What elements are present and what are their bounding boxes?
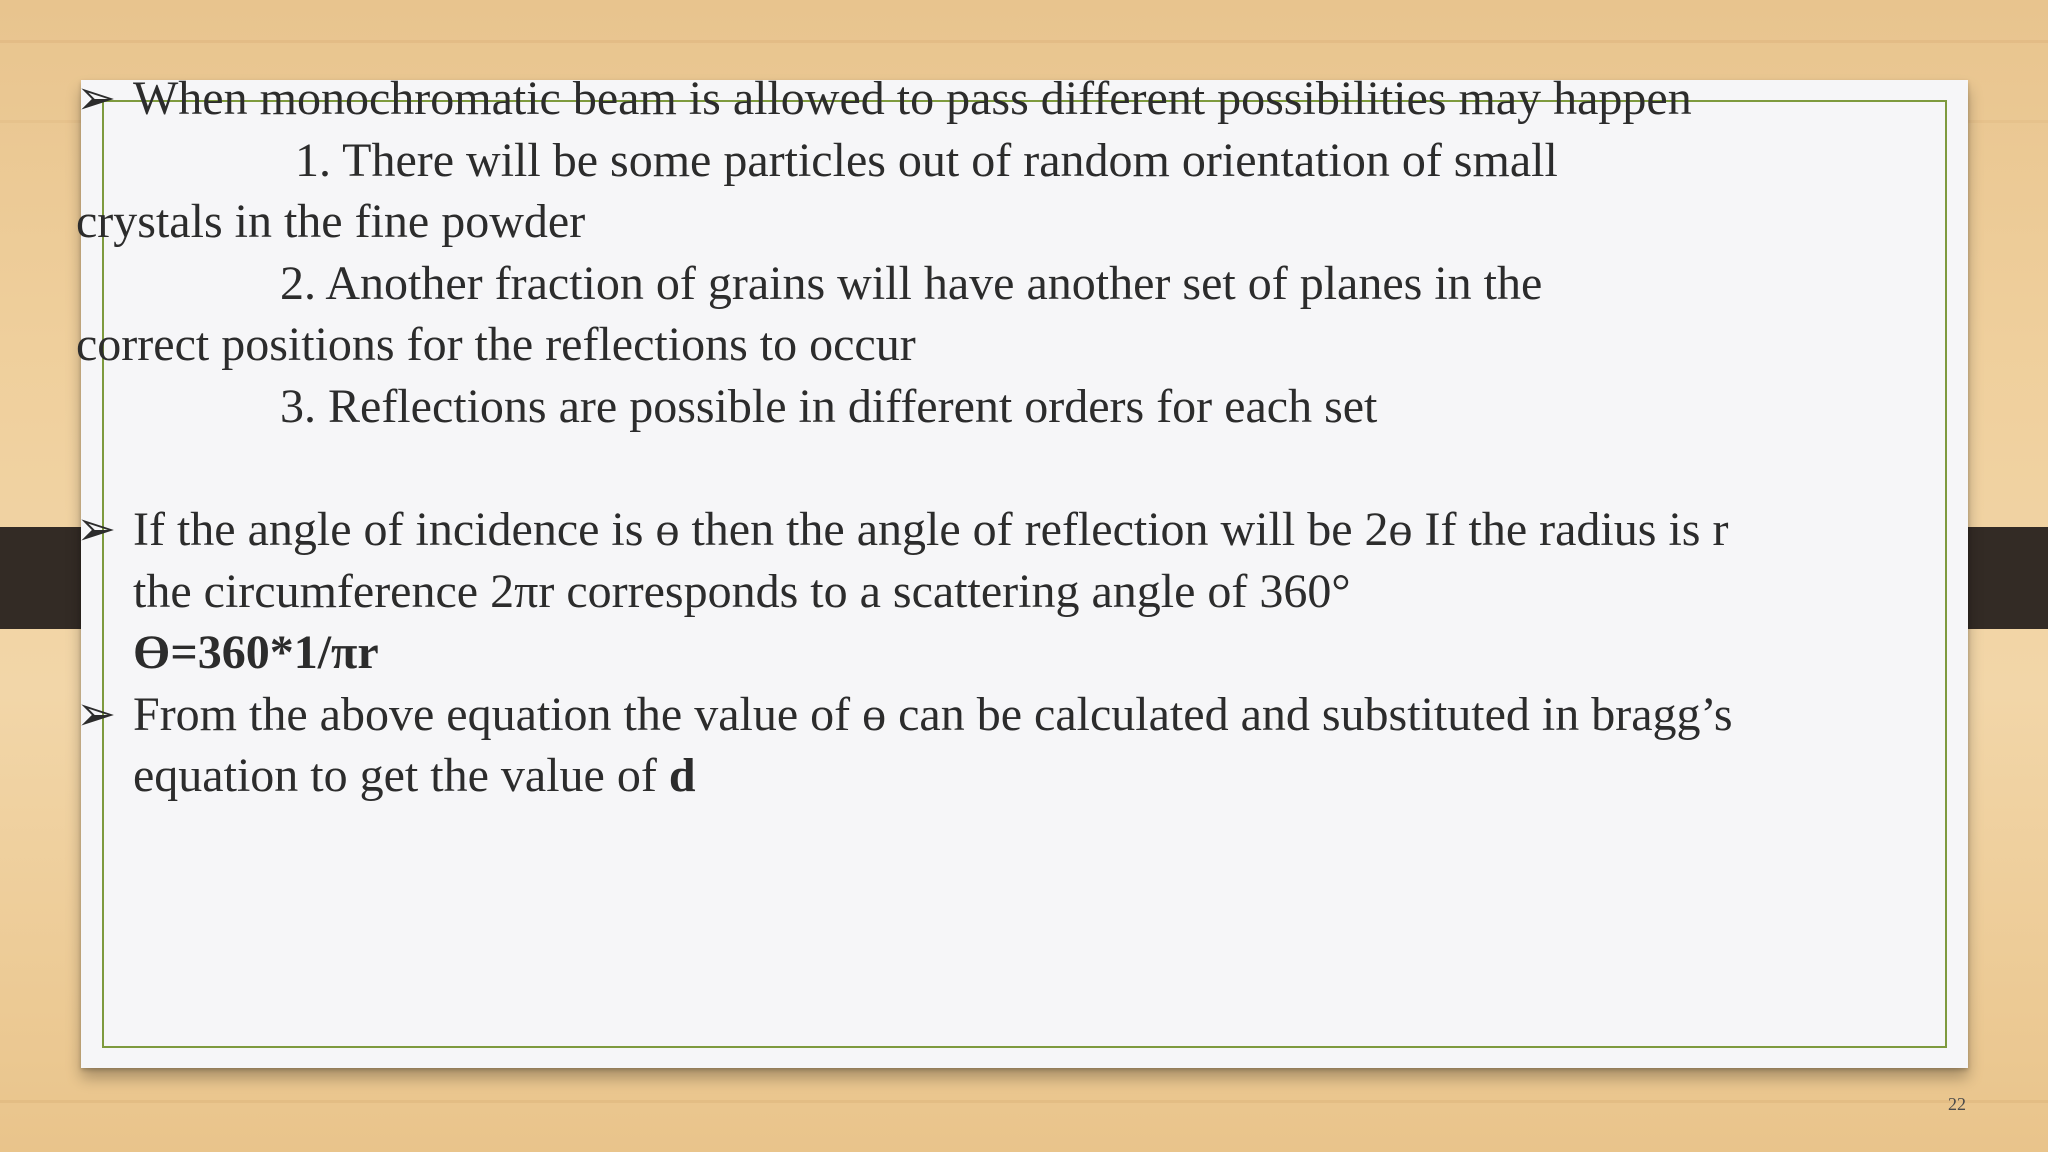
list-item-line: 3. Reflections are possible in different orders for each set — [280, 379, 1378, 433]
list-item-line: 2. Another fraction of grains will have another set of planes in the — [280, 256, 1543, 310]
page-number: 22 — [1948, 1094, 1966, 1114]
list-item-line: 1. There will be some particles out of random orientation of small — [295, 133, 1558, 187]
list-item-1 — [76, 130, 1796, 253]
list-item-line: crystals in the fine powder — [76, 195, 586, 248]
bold-variable-d: d — [668, 749, 696, 802]
list-item-2 — [76, 253, 1796, 376]
arrow-bullet-icon: ➢ — [76, 687, 117, 741]
arrow-bullet-icon: ➢ — [76, 72, 117, 125]
bullet-monochromatic-beam — [76, 68, 1796, 130]
arrow-bullet-icon: ➢ — [76, 503, 117, 556]
bullet-angle-of-incidence — [76, 499, 1796, 684]
bullet-text: If the angle of incidence is ɵ then the angle of reflection will be 2ɵ If the radius is r the circumference 2πr corresponds to a scattering angle of 360° — [133, 503, 1729, 618]
slide-content — [76, 68, 1796, 807]
list-item-line: correct positions for the reflections to occur — [76, 318, 916, 371]
list-item-3 — [76, 376, 1796, 438]
bullet-text: From the above equation the value of ɵ can be calculated and substituted in bragg’s equation to get the value of — [133, 687, 1733, 802]
formula-text: ϴ=360*1/πr — [133, 626, 379, 679]
bullet-bragg-equation — [76, 684, 1796, 807]
bullet-text: When monochromatic beam is allowed to pass different possibilities may happen — [133, 72, 1692, 125]
